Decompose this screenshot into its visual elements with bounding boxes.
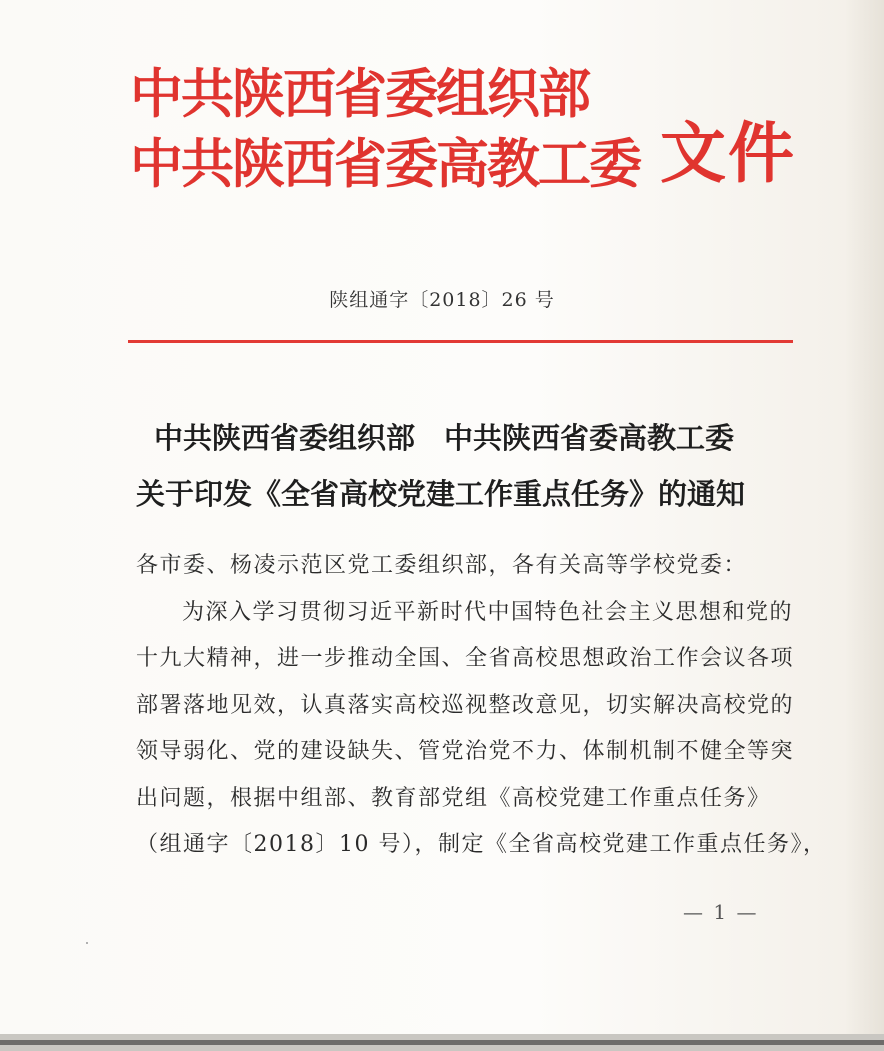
- title-line2: 关于印发《全省高校党建工作重点任务》的通知: [136, 477, 746, 511]
- page-number: — 1 —: [683, 900, 759, 924]
- notice-title: [136, 410, 816, 522]
- document-type-label: 文件: [660, 115, 796, 192]
- body-line: 领导弱化、党的建设缺失、管党治党不力、体制机制不健全等突: [136, 739, 795, 764]
- document-header: [130, 60, 810, 230]
- scan-bottom-border: [0, 1034, 884, 1051]
- body-line: 十九大精神，进一步推动全国、全省高校思想政治工作会议各项: [136, 646, 795, 671]
- body-line: 出问题，根据中组部、教育部党组《高校党建工作重点任务》: [136, 785, 771, 811]
- notice-body: [136, 543, 827, 869]
- body-line: 为深入学习贯彻习近平新时代中国特色社会主义思想和党的: [182, 599, 794, 625]
- issuing-organizations: [130, 60, 640, 200]
- body-line: 部署落地见效，认真落实高校巡视整改意见，切实解决高校党的: [136, 692, 795, 718]
- scan-bottom-line: [0, 1040, 884, 1045]
- scan-speck: [86, 942, 88, 944]
- scan-edge-shadow: [844, 0, 884, 1034]
- org-name-line2: 中共陕西省委高教工委: [130, 134, 640, 195]
- salutation: 各市委、杨凌示范区党工委组织部，各有关高等学校党委：: [136, 553, 748, 578]
- red-separator-line: [128, 340, 793, 343]
- org-name-line1: 中共陕西省委组织部: [130, 64, 589, 125]
- title-line1: 中共陕西省委组织部 中共陕西省委高教工委: [154, 421, 735, 455]
- body-line: （组通字〔2018〕10 号），制定《全省高校党建工作重点任务》，: [136, 832, 827, 857]
- document-number: 陕组通字〔2018〕26 号: [329, 289, 555, 311]
